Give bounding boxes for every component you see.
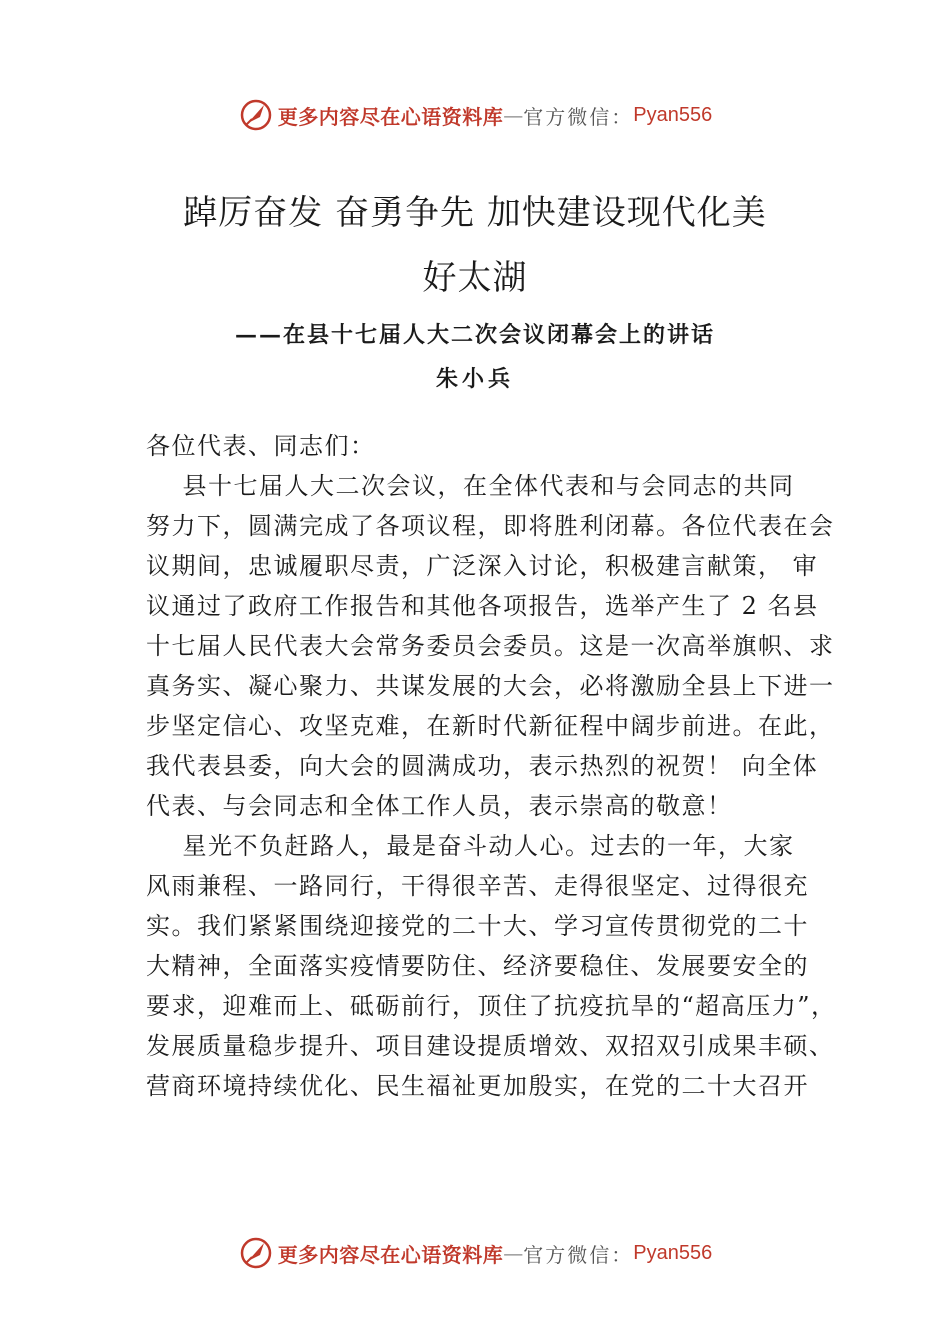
paragraph-line: 真务实、凝心聚力、共谋发展的大会，必将激励全县上下进一 (146, 672, 835, 700)
watermark-wechat-id: Pyan556 (633, 103, 713, 126)
paragraph-line: 发展质量稳步提升、项目建设提质增效、双招双引成果丰硕、 (146, 1032, 835, 1060)
paragraph-line: 十七届人民代表大会常务委员会委员。这是一次高举旗帜、求 (146, 632, 835, 660)
paragraph-line: 议通过了政府工作报告和其他各项报告，选举产生了 2 名县 (146, 592, 819, 620)
document-author: 朱小兵 (435, 366, 514, 392)
document-subtitle: ——在县十七届人大二次会议闭幕会上的讲话 (234, 322, 715, 348)
paragraph-line: 代表、与会同志和全体工作人员，表示崇高的敬意！ (146, 792, 733, 820)
watermark-brand: 更多内容尽在心语资料库 (277, 104, 504, 129)
watermark-wechat-id: Pyan556 (633, 1241, 713, 1264)
paragraph-line: 营商环境持续优化、民生福祉更加殷实，在党的二十大召开 (146, 1072, 809, 1100)
paragraph-line: 实。我们紧紧围绕迎接党的二十大、学习宣传贯彻党的二十 (146, 912, 809, 940)
watermark-brand: 更多内容尽在心语资料库 (277, 1242, 504, 1267)
watermark-dash: — (503, 103, 524, 127)
watermark-label: 官方微信： (523, 1242, 634, 1267)
paragraph-line: 我代表县委，向大会的圆满成功，表示热烈的祝贺！ 向全体 (146, 752, 819, 780)
quill-logo-icon (238, 97, 274, 133)
document-body (146, 426, 836, 1106)
paragraph-line: 要求，迎难而上、砥砺前行，顶住了抗疫抗旱的“超高压力”， (146, 992, 837, 1020)
paragraph-line: 县十七届人大二次会议，在全体代表和与会同志的共同 (146, 472, 795, 500)
paragraph-2 (146, 826, 836, 1106)
watermark-label: 官方微信： (523, 104, 634, 129)
document-title-line-2: 好太湖 (422, 258, 528, 298)
watermark-dash: — (503, 1241, 524, 1265)
paragraph-line: 大精神，全面落实疫情要防住、经济要稳住、发展要安全的 (146, 952, 809, 980)
document-title-line-1: 踔厉奋发 奋勇争先 加快建设现代化美 (183, 193, 767, 233)
paragraph-line: 努力下，圆满完成了各项议程，即将胜利闭幕。各位代表在会 (146, 512, 835, 540)
quill-logo-icon (238, 1235, 274, 1271)
paragraph-1 (146, 466, 836, 826)
paragraph-line: 风雨兼程、一路同行，干得很辛苦、走得很坚定、过得很充 (146, 872, 809, 900)
footer-watermark (0, 1233, 950, 1273)
header-watermark (0, 95, 950, 135)
paragraph-line: 星光不负赶路人，最是奋斗动人心。过去的一年，大家 (146, 832, 795, 860)
paragraph-line: 步坚定信心、攻坚克难，在新时代新征程中阔步前进。在此， (146, 712, 835, 740)
paragraph-line: 议期间，忠诚履职尽责，广泛深入讨论，积极建言献策， 审 (146, 552, 819, 580)
greeting: 各位代表、同志们： (146, 432, 376, 460)
